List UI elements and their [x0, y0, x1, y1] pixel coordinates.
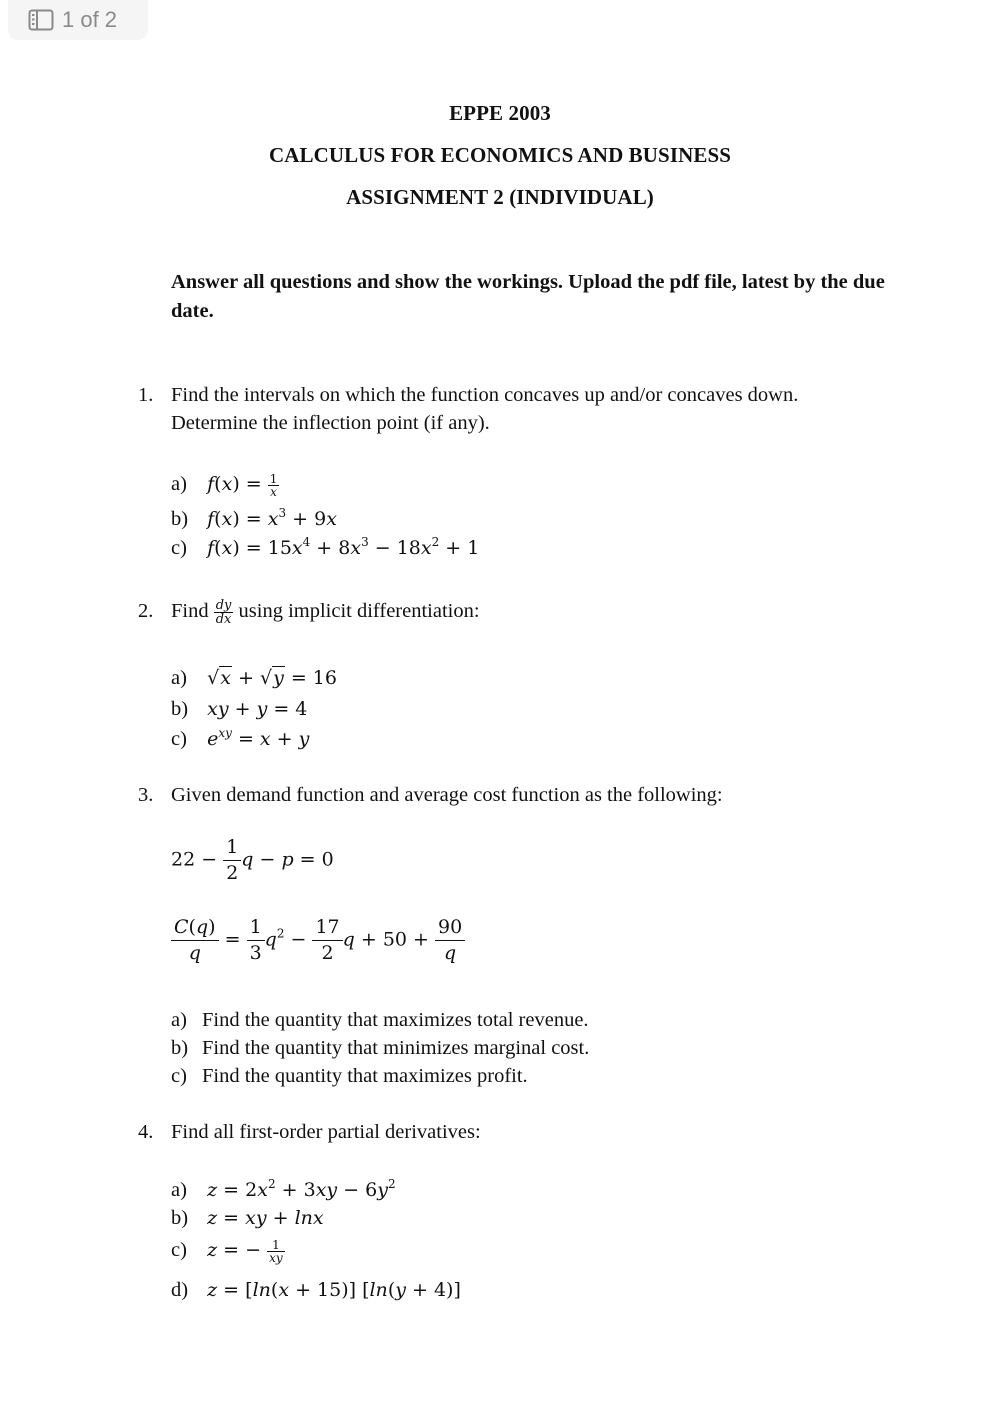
item-text: Find the quantity that maximizes total revenue. — [202, 1009, 589, 1031]
question-text-cont: Determine the inflection point (if any). — [171, 412, 490, 434]
q4-item-a — [171, 1176, 396, 1204]
question-4 — [138, 1118, 481, 1146]
item-label: a) — [171, 667, 187, 689]
sidebar-icon — [28, 9, 54, 31]
question-text: Given demand function and average cost function as the following: — [171, 784, 723, 806]
item-label: b) — [171, 508, 189, 530]
q3-item-a — [171, 1006, 589, 1034]
item-label: a) — [171, 1009, 187, 1031]
q1-item-b — [171, 505, 337, 533]
item-text: Find the quantity that minimizes marginal cost. — [202, 1037, 590, 1059]
item-label: a) — [171, 473, 187, 495]
math-expression: xy + y = 4 — [207, 698, 308, 720]
q1-item-a — [171, 470, 279, 498]
question-3 — [138, 781, 723, 809]
item-label: c) — [171, 728, 187, 750]
math-expression: z = [ln(x + 15)] [ln(y + 4)] — [207, 1279, 461, 1301]
q4-item-d — [171, 1276, 461, 1304]
math-expression: z = − $\frac{1}{xy}$ — [207, 1237, 283, 1265]
question-text: Find — [171, 600, 209, 622]
q3-item-c — [171, 1062, 528, 1090]
q2-item-a — [171, 664, 337, 692]
average-cost-equation: $\frac{C(q)}{q}$ = $\frac{1}{3}$ $q^2$ − $\frac{17}{2}$ q + 50 + $\frac{90}{q}$ — [171, 918, 465, 963]
question-number: 3. — [138, 784, 154, 806]
item-label: b) — [171, 698, 189, 720]
item-label: c) — [171, 1065, 187, 1087]
question-number: 4. — [138, 1121, 154, 1143]
math-expression: $z = 2x^2 + 3xy - 6y^2$ — [207, 1177, 396, 1201]
assignment-title: ASSIGNMENT 2 (INDIVIDUAL) — [346, 185, 654, 209]
q4-item-c — [171, 1236, 285, 1264]
question-2 — [138, 597, 480, 626]
course-title: CALCULUS FOR ECONOMICS AND BUSINESS — [268, 143, 732, 167]
item-label: b) — [171, 1037, 189, 1059]
math-expression: $f(x) = 15x^4 + 8x^3 - 18x^2 + 1$ — [207, 535, 480, 559]
item-text: Find the quantity that maximizes profit. — [202, 1065, 528, 1087]
q2-item-c — [171, 725, 309, 753]
question-text: Find the intervals on which the function concaves up and/or concaves down. — [171, 384, 799, 406]
math-expression: $e^{xy} = x + y$ — [207, 726, 310, 750]
math-expression: $f(x) = x^3 + 9x$ — [207, 506, 337, 530]
page-indicator-text: 1 of 2 — [62, 7, 118, 32]
dy-dx-fraction: $\frac{dy}{dx}$ — [215, 597, 232, 627]
math-expression: √x + √y = 16 — [207, 667, 337, 689]
item-label: a) — [171, 1179, 187, 1201]
q2-item-b — [171, 695, 307, 723]
question-text: Find all first-order partial derivatives: — [171, 1121, 481, 1143]
q3-item-b — [171, 1034, 589, 1062]
item-label: b) — [171, 1207, 189, 1229]
course-code: EPPE 2003 — [449, 101, 551, 125]
question-1 — [138, 381, 798, 437]
math-expression: f(x) = $\frac{1}{x}$ — [207, 471, 278, 499]
q1-item-c — [171, 534, 479, 562]
instructions: Answer all questions and show the workings. Upload the pdf file, latest by the due date. — [171, 271, 885, 322]
math-expression: z = xy + lnx — [207, 1207, 324, 1229]
item-label: c) — [171, 1239, 187, 1261]
question-number: 1. — [138, 384, 154, 406]
question-text-suffix: using implicit differentiation: — [238, 600, 480, 622]
item-label: d) — [171, 1279, 189, 1301]
page-indicator[interactable] — [8, 0, 148, 40]
demand-equation: 22 − $\frac{1}{2}$ q − p = 0 — [171, 836, 334, 884]
q4-item-b — [171, 1204, 324, 1232]
question-number: 2. — [138, 600, 154, 622]
item-label: c) — [171, 537, 187, 559]
